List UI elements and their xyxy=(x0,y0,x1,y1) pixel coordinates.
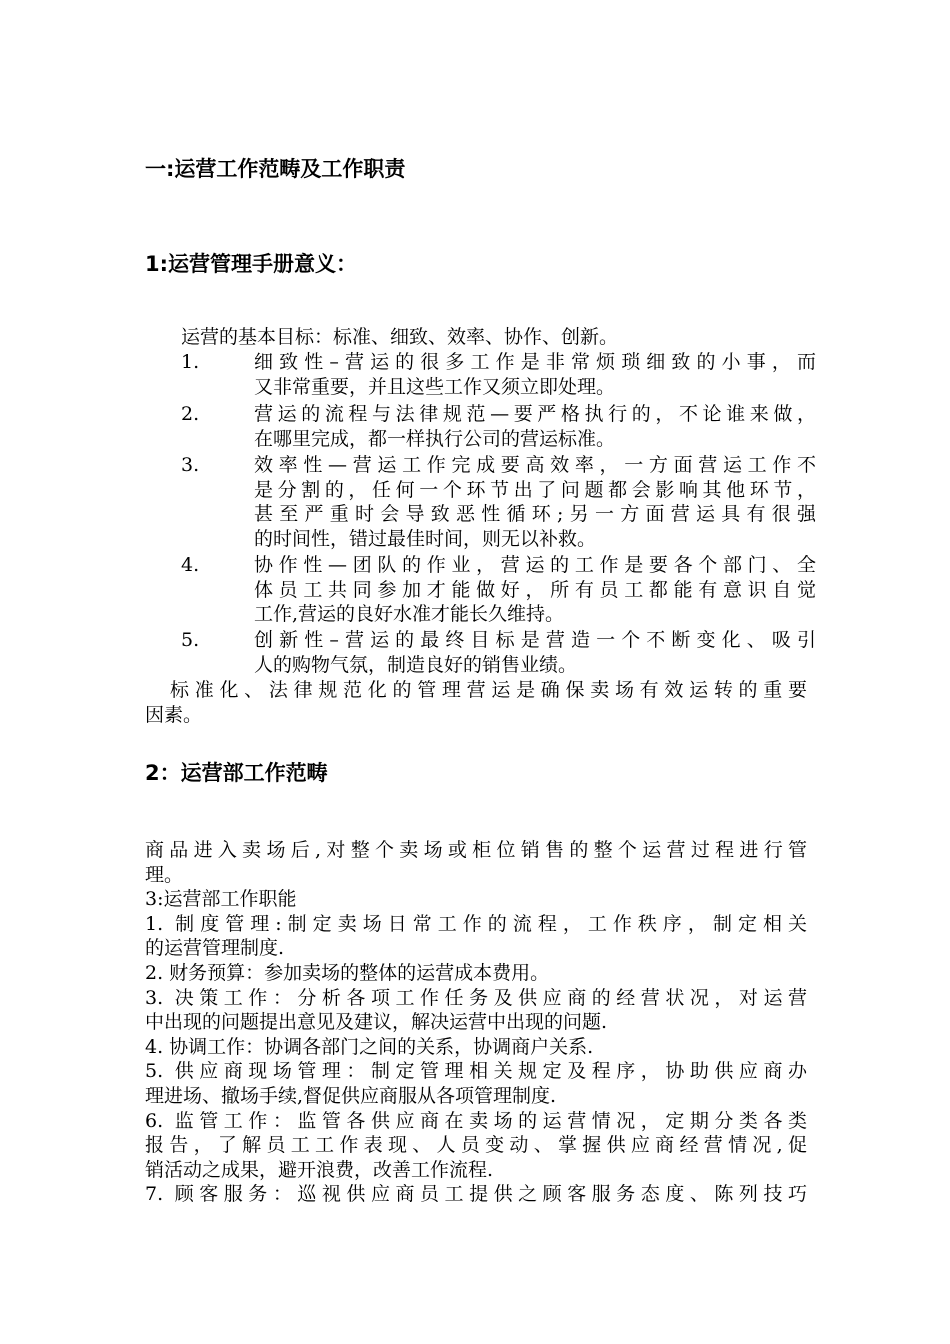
section-heading-manual-meaning: 1:运营管理手册意义： xyxy=(145,252,358,276)
list-item-text xyxy=(254,553,816,627)
intro-line: 运营的基本目标：标准、细致、效率、协作、创新。 xyxy=(181,326,619,348)
list-item-line: 在哪里完成，都一样执行公司的营运标准。 xyxy=(254,427,616,450)
list-item-line: 效率性—营运工作完成要高效率，一方面营运工作不 xyxy=(254,454,816,476)
list-item-text xyxy=(254,628,816,677)
list-item xyxy=(181,453,821,553)
body-line: 1. 制度管理:制定卖场日常工作的流程，工作秩序，制定相关 xyxy=(145,912,807,935)
body-line: 理进场、撤场手续,督促供应商服从各项管理制度. xyxy=(145,1084,557,1107)
list-item-line: 体员工共同参加才能做好，所有员工都能有意识自觉 xyxy=(254,578,816,601)
list-item-number: 3. xyxy=(181,454,200,476)
closing-line: 标准化、法律规范化的管理营运是确保卖场有效运转的重要 xyxy=(170,679,807,701)
list-item-text xyxy=(254,453,816,551)
body-line: 的运营管理制度. xyxy=(145,937,285,960)
body-line: 7. 顾客服务：巡视供应商员工提供之顾客服务态度、陈列技巧 xyxy=(145,1183,807,1206)
closing-line: 因素。 xyxy=(145,703,203,726)
list-item-number: 4. xyxy=(181,554,200,576)
body-line: 中出现的问题提出意见及建议，解决运营中出现的问题. xyxy=(145,1011,608,1034)
list-item-line: 细致性–营运的很多工作是非常烦琐细致的小事，而 xyxy=(254,351,816,373)
ops-body xyxy=(145,838,807,1207)
body-line: 3. 决策工作：分析各项工作任务及供应商的经营状况，对运营 xyxy=(145,986,807,1009)
list-item-line: 甚至严重时会导致恶性循环;另一方面营运具有很强 xyxy=(254,503,816,526)
body-line: 2. 财务预算：参加卖场的整体的运营成本费用。 xyxy=(145,961,550,984)
list-item-number: 5. xyxy=(181,629,200,651)
list-item xyxy=(181,402,821,452)
list-item xyxy=(181,553,821,628)
list-item-line: 营运的流程与法律规范—要严格执行的，不论谁来做， xyxy=(254,403,816,425)
list-item-text xyxy=(254,350,816,399)
section-heading-ops-scope: 2：运营部工作范畴 xyxy=(145,761,328,785)
intro-paragraph xyxy=(181,325,821,350)
list-item xyxy=(181,628,821,678)
list-item-line: 又非常重要，并且这些工作又须立即处理。 xyxy=(254,375,616,398)
body-line: 商品进入卖场后,对整个卖场或柜位销售的整个运营过程进行管 xyxy=(145,839,807,861)
body-line: 4. 协调工作：协调各部门之间的关系，协调商户关系. xyxy=(145,1035,594,1058)
list-item-text xyxy=(254,402,816,451)
body-line: 理。 xyxy=(145,863,184,886)
body-line: 6. 监管工作：监管各供应商在卖场的运营情况，定期分类各类 xyxy=(145,1109,807,1132)
list-item-line: 工作,营运的良好水准才能长久维持。 xyxy=(254,603,565,626)
subheading-ops-functions: 3:运营部工作职能 xyxy=(145,888,297,911)
body-line: 销活动之成果，避开浪费，改善工作流程. xyxy=(145,1158,494,1181)
closing-paragraph xyxy=(145,678,807,727)
list-item-line: 协作性—团队的作业，营运的工作是要各个部门、全 xyxy=(254,554,816,576)
list-item-line: 创新性–营运的最终目标是营造一个不断变化、吸引 xyxy=(254,629,816,651)
list-item-number: 1. xyxy=(181,351,200,373)
list-item-line: 的时间性，错过最佳时间，则无以补救。 xyxy=(254,527,597,550)
list-item-line: 是分割的，任何一个环节出了问题都会影响其他环节， xyxy=(254,478,816,501)
list-item-line: 人的购物气氛，制造良好的销售业绩。 xyxy=(254,653,578,676)
body-line: 报告，了解员工工作表现、人员变动、掌握供应商经营情况,促 xyxy=(145,1134,807,1157)
list-item xyxy=(181,350,821,400)
section-heading-main: 一:运营工作范畴及工作职责 xyxy=(145,157,406,181)
body-line: 5. 供应商现场管理：制定管理相关规定及程序，协助供应商办 xyxy=(145,1060,807,1083)
list-item-number: 2. xyxy=(181,403,200,425)
